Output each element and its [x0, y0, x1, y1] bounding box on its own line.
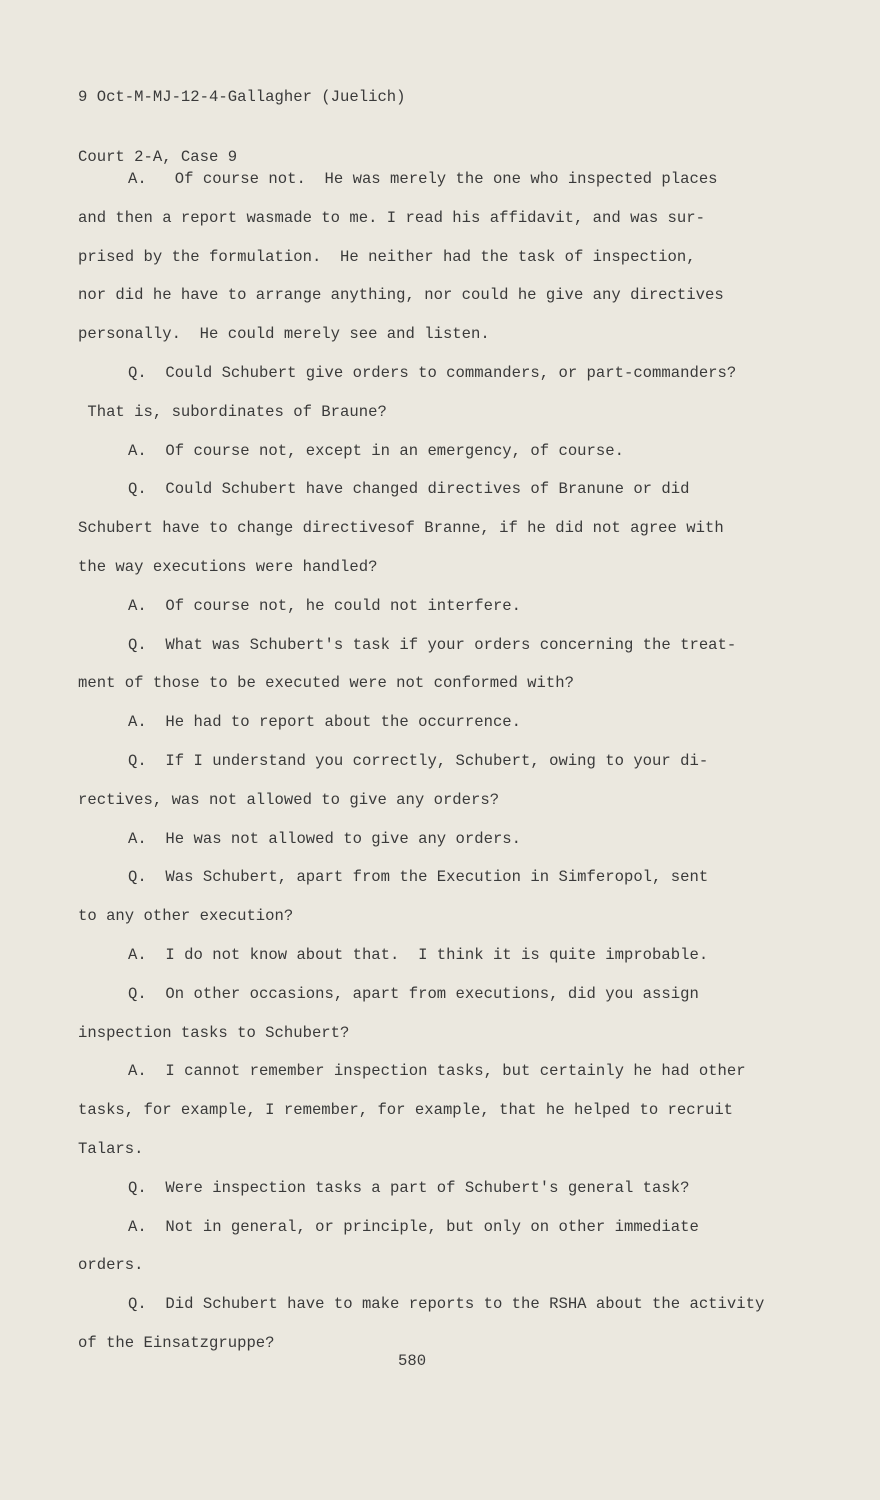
transcript-line: That is, subordinates of Braune? — [78, 402, 387, 421]
transcript-line: A. He had to report about the occurrence. — [128, 713, 522, 732]
transcript-body — [78, 160, 818, 1363]
transcript-line: inspection tasks to Schubert? — [78, 1023, 350, 1042]
transcript-line: to any other execution? — [78, 907, 294, 926]
transcript-line: A. I cannot remember inspection tasks, but certainly he had other — [128, 1062, 746, 1081]
transcript-line: prised by the formulation. He neither had the task of inspection, — [78, 247, 696, 266]
transcript-line: orders. — [78, 1256, 144, 1275]
transcript-line: Talars. — [78, 1139, 144, 1158]
transcript-line: Q. Was Schubert, apart from the Execution in Simferopol, sent — [128, 868, 709, 887]
transcript-line: A. Of course not, except in an emergency, of course. — [128, 441, 624, 460]
transcript-line: Q. What was Schubert's task if your orders concerning the treat- — [128, 635, 737, 654]
transcript-line: Q. On other occasions, apart from executions, did you assign — [128, 984, 699, 1003]
page-number: 580 — [398, 1352, 427, 1370]
transcript-line: the way executions were handled? — [78, 557, 378, 576]
transcript-line: Q. Were inspection tasks a part of Schubert's general task? — [128, 1178, 690, 1197]
transcript-line: A. Of course not, he could not interfere. — [128, 596, 522, 615]
transcript-line: personally. He could merely see and listen. — [78, 325, 490, 344]
transcript-line: ment of those to be executed were not conformed with? — [78, 674, 574, 693]
transcript-line: A. He was not allowed to give any orders. — [128, 829, 522, 848]
transcript-line: and then a report wasmade to me. I read his affidavit, and was sur- — [78, 208, 705, 227]
transcript-line: Q. Could Schubert have changed directives of Branune or did — [128, 480, 690, 499]
court-case: Court 2-A, Case 9 — [78, 148, 238, 166]
transcript-line: of the Einsatzgruppe? — [78, 1333, 275, 1352]
transcript-line: Q. Did Schubert have to make reports to the RSHA about the activity — [128, 1295, 765, 1314]
transcript-line: tasks, for example, I remember, for example, that he helped to recruit — [78, 1101, 734, 1120]
transcript-line: Q. Could Schubert give orders to commanders, or part-commanders? — [128, 363, 737, 382]
transcript-line: A. Of course not. He was merely the one who inspected places — [128, 170, 718, 188]
transcript-line: nor did he have to arrange anything, nor could he give any directives — [78, 286, 724, 305]
transcript-line: Schubert have to change directivesof Branne, if he did not agree with — [78, 519, 724, 538]
transcript-line: A. Not in general, or principle, but only on other immediate — [128, 1217, 699, 1236]
transcript-line: rectives, was not allowed to give any orders? — [78, 790, 500, 809]
transcript-line: A. I do not know about that. I think it is quite improbable. — [128, 945, 709, 964]
case-reference: 9 Oct-M-MJ-12-4-Gallagher (Juelich) — [78, 88, 406, 106]
transcript-line: Q. If I understand you correctly, Schubert, owing to your di- — [128, 751, 709, 770]
